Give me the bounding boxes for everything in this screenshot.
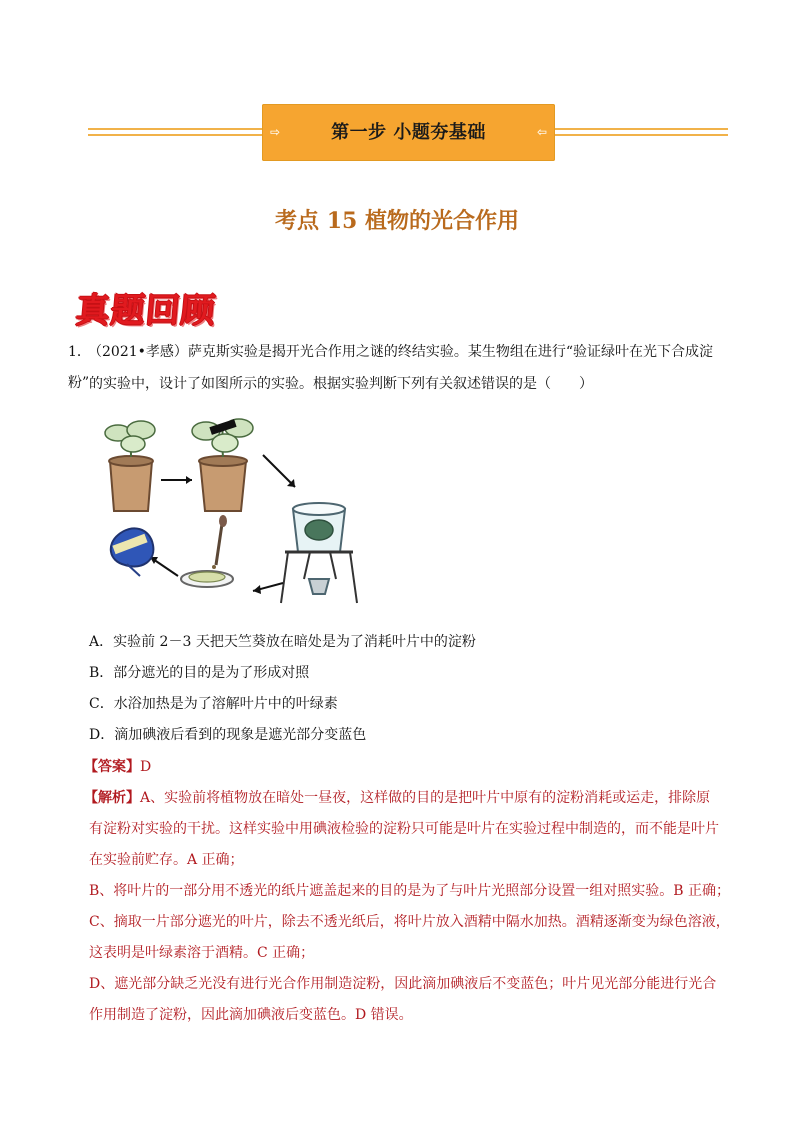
question-line-2: 的实验中，设计了如图所示的实验。根据实验判断下列有关叙述错误的是（ ）	[89, 376, 593, 392]
water-bath-setup	[281, 503, 357, 603]
analysis-label: 【解析】	[84, 790, 140, 806]
analysis-line-6: 这表明是叶绿素溶于酒精。C 正确；	[89, 945, 315, 961]
stained-leaf	[111, 528, 154, 576]
question-text-line-1: （2021•孝感）萨克斯实验是揭开光合作用之谜的终结实验。某生物组在进行“验证绿叶在光下合成淀粉”	[68, 344, 714, 391]
analysis-line-8: 作用制造了淀粉，因此滴加碘液后变蓝色。D 错误。	[89, 1007, 413, 1023]
left-arrow-icon: ⇦	[536, 125, 548, 139]
analysis-line-7: D、遮光部分缺乏光没有进行光合作用制造淀粉，因此滴加碘液后不变蓝色；叶片见光部分能进行光合	[89, 976, 717, 992]
question-number: 1．	[68, 344, 91, 360]
analysis-line-2: 有淀粉对实验的干扰。这样实验中用碘液检验的淀粉只可能是叶片在实验过程中制造的，而不能是叶片	[89, 821, 719, 837]
answer-value: D	[140, 759, 152, 775]
analysis-line-1	[84, 789, 710, 807]
banner-title: 第一步 小题夯基础	[331, 122, 486, 143]
analysis-line-5: C、摘取一片部分遮光的叶片，除去不透光纸后，将叶片放入酒精中隔水加热。酒精逐渐变为绿色溶液，	[89, 914, 730, 930]
section-title: 考点 15 植物的光合作用	[275, 208, 519, 234]
option-a: A．实验前 2－3 天把天竺葵放在暗处是为了消耗叶片中的淀粉	[89, 634, 476, 650]
option-b: B．部分遮光的目的是为了形成对照	[89, 665, 310, 681]
step-banner	[262, 104, 555, 161]
answer-row	[84, 758, 151, 776]
arrow-4	[150, 557, 178, 576]
option-c: C．水浴加热是为了溶解叶片中的叶绿素	[89, 696, 338, 712]
option-d: D．滴加碘液后看到的现象是遮光部分变蓝色	[89, 727, 367, 743]
experiment-illustration	[90, 407, 370, 612]
banner-line-right-2	[555, 134, 728, 136]
banner-line-left-2	[88, 134, 262, 136]
arrow-2	[263, 455, 295, 487]
petri-dish-iodine	[181, 515, 233, 587]
arrow-3	[253, 583, 283, 594]
plant-pot-1	[105, 421, 155, 511]
analysis-line-3: 在实验前贮存。A 正确；	[89, 852, 244, 868]
banner-line-left-1	[88, 128, 262, 130]
review-heading: 真题回顾	[73, 291, 218, 331]
arrow-1	[161, 476, 192, 484]
plant-pot-2	[192, 419, 253, 511]
analysis-text-line-1: A、实验前将植物放在暗处一昼夜，这样做的目的是把叶片中原有的淀粉消耗或运走，排除原	[140, 790, 711, 806]
banner-line-right-1	[555, 128, 728, 130]
answer-label: 【答案】	[84, 759, 140, 775]
right-arrow-icon: ⇨	[269, 125, 281, 139]
analysis-line-4: B、将叶片的一部分用不透光的纸片遮盖起来的目的是为了与叶片光照部分设置一组对照实验。B 正确；	[89, 883, 731, 899]
